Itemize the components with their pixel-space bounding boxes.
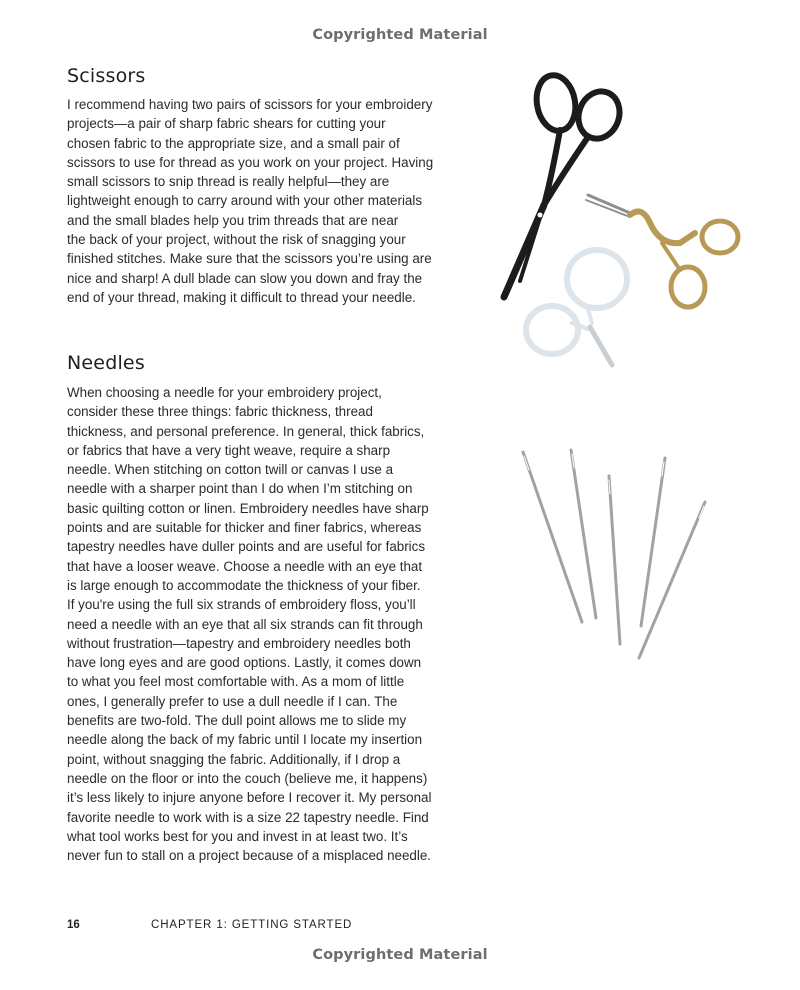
needles-heading: Needles — [67, 352, 145, 374]
needles-line: is large enough to accommodate the thickness of your fiber. — [67, 577, 421, 593]
needle — [609, 476, 620, 644]
needles-line: benefits are two-fold. The dull point allows me to slide my — [67, 713, 407, 729]
needle — [641, 458, 665, 626]
needles-line: it’s less likely to injure anyone before I recover it. My personal — [67, 790, 432, 806]
scissors-line: finished stitches. Make sure that the scissors you’re using are — [67, 251, 432, 267]
needles-line: needle. When stitching on cotton twill or canvas I use a — [67, 462, 394, 478]
needles-line: If you're using the full six strands of embroidery floss, you’ll — [67, 597, 416, 613]
needles-line: favorite needle to work with is a size 22 tapestry needle. Find — [67, 809, 429, 825]
needles-line: to what you feel most comfortable with. As a mom of little — [67, 674, 405, 690]
white-scissors — [526, 250, 627, 365]
needles-line: or fabrics that have a very tight weave, require a sharp — [67, 442, 391, 458]
needle — [571, 450, 596, 618]
scissors-paragraph — [67, 95, 452, 307]
needles-line: thickness, and personal preference. In general, thick fabrics, — [67, 423, 425, 439]
scissors-line: end of your thread, making it difficult to thread your needle. — [67, 289, 416, 305]
needles-line: point, without snagging the fabric. Additionally, if I drop a — [67, 751, 401, 767]
needles-line: never fun to stall on a project because of a misplaced needle. — [67, 848, 432, 864]
needles-line: without frustration—tapestry and embroidery needles both — [67, 635, 411, 651]
needles-line: points and are suitable for thicker and finer fabrics, whereas — [67, 520, 422, 536]
black-scissors — [504, 72, 626, 297]
scissors-line: the back of your project, without the risk of snagging your — [67, 232, 406, 248]
needles-line: that have a looser weave. Choose a needle with an eye that — [67, 558, 423, 574]
needle — [523, 452, 582, 622]
chapter-label: CHAPTER 1: GETTING STARTED — [151, 919, 353, 931]
needles-line: needle on the floor or into the couch (believe me, it happens) — [67, 770, 428, 786]
needles-line: have long eyes and are good options. Lastly, it comes down — [67, 655, 422, 671]
page-number: 16 — [67, 919, 80, 931]
needles-paragraph — [67, 383, 452, 865]
scissors-line: and the small blades help you trim threads that are near — [67, 212, 399, 228]
scissors-line: chosen fabric to the appropriate size, and a small pair of — [67, 135, 400, 151]
scissors-illustration — [490, 65, 755, 375]
scissors-line: projects—a pair of sharp fabric shears for cutting your — [67, 116, 386, 132]
scissors-line: I recommend having two pairs of scissors for your embroidery — [67, 97, 433, 112]
needles-line: basic quilting cotton or linen. Embroidery needles have sharp — [67, 500, 429, 516]
needles-line: needle with a sharper point than I do when I’m stitching on — [67, 481, 413, 497]
scissors-line: small scissors to snip thread is really helpful—they are — [67, 174, 390, 190]
copyright-watermark-bottom: Copyrighted Material — [312, 947, 488, 963]
scissors-line: lightweight enough to carry around with your other materials — [67, 193, 423, 209]
needles-line: ones, I generally prefer to use a dull needle if I can. The — [67, 693, 398, 709]
scissors-line: nice and sharp! A dull blade can slow you down and fray the — [67, 270, 423, 286]
copyright-watermark-top: Copyrighted Material — [312, 27, 488, 43]
needles-line: need a needle with an eye that all six strands can fit through — [67, 616, 423, 632]
needles-line: needle along the back of my fabric until I locate my insertion — [67, 732, 423, 748]
needles-line: what tool works best for you and invest in at least two. It’s — [67, 828, 408, 844]
scissors-line: scissors to use for thread as you work on your project. Having — [67, 154, 434, 170]
needles-line: When choosing a needle for your embroidery project, — [67, 385, 382, 400]
scissors-heading: Scissors — [67, 65, 146, 87]
needles-illustration — [505, 440, 725, 670]
needles-line: consider these three things: fabric thickness, thread — [67, 404, 373, 420]
needles-line: tapestry needles have duller points and are useful for fabrics — [67, 539, 426, 555]
